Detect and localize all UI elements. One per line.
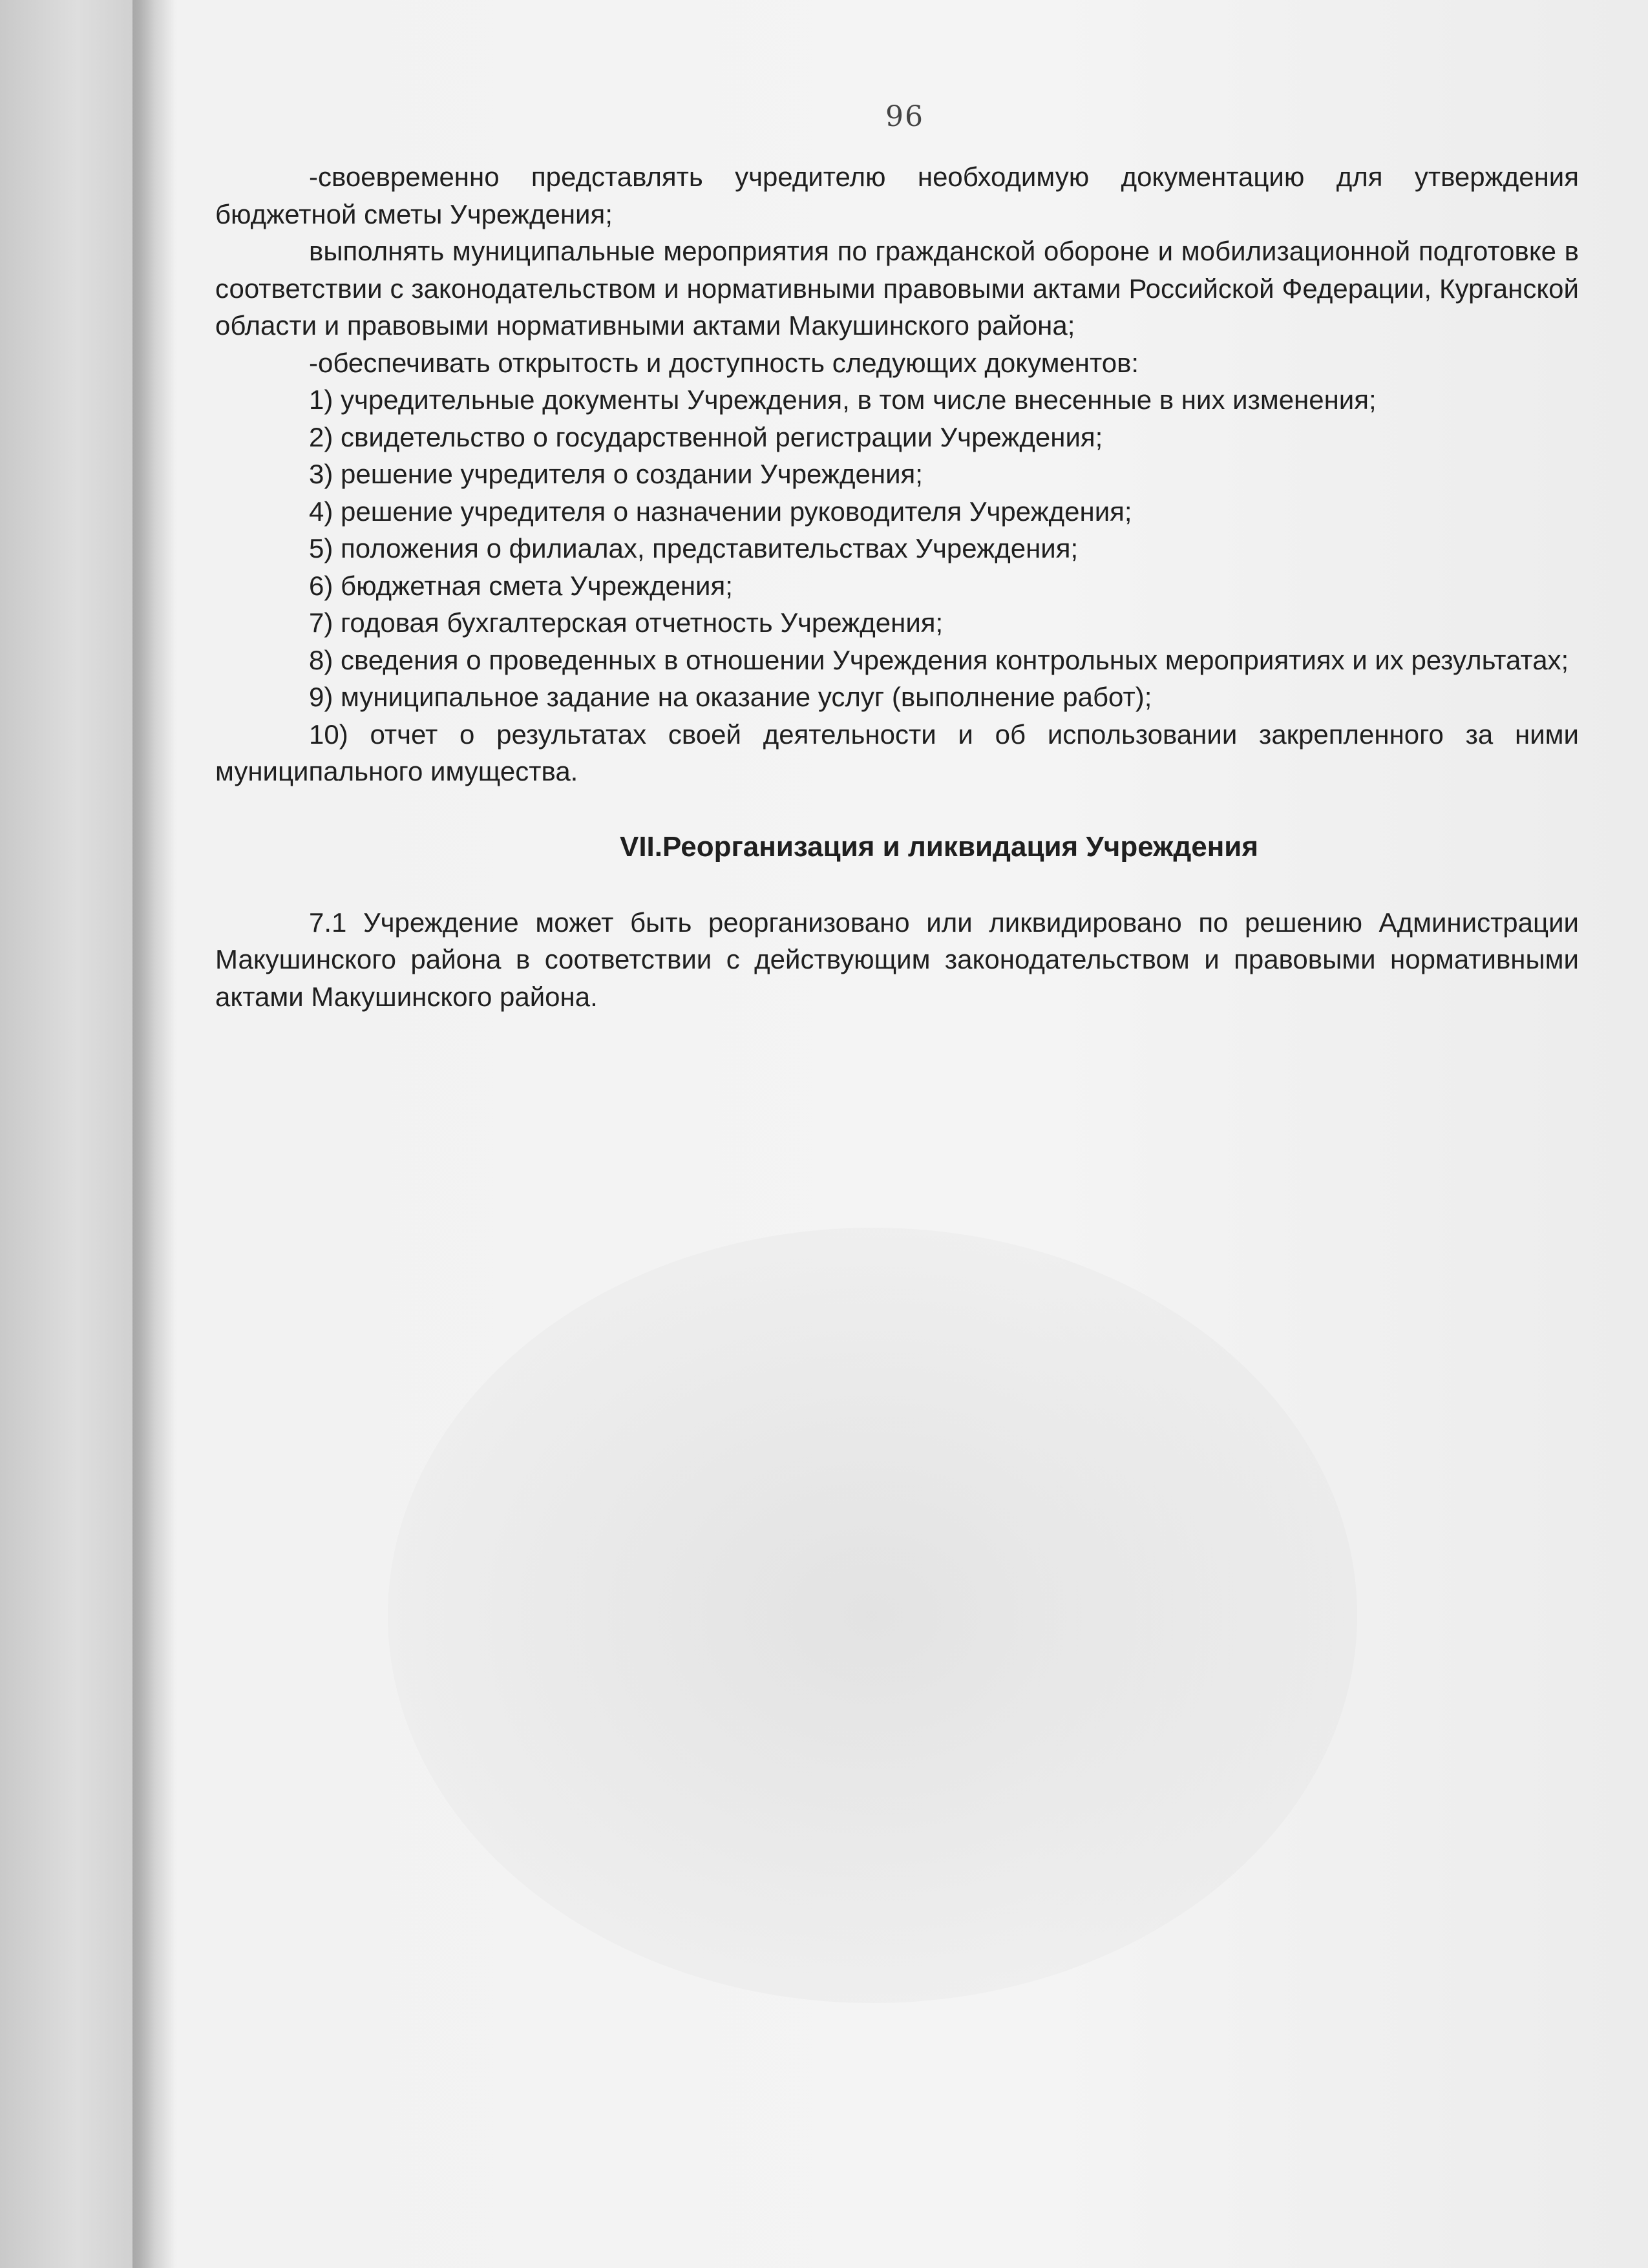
list-item: 7) годовая бухгалтерская отчетность Учреждения; (309, 607, 944, 638)
paragraph-reorganization: 7.1 Учреждение может быть реорганизовано или ликвидировано по решению Администрации Макушинского района в соответствии с действующим законодательством и правовыми нормативными актами Макушинского района. (215, 907, 1579, 1012)
list-item: 3) решение учредителя о создании Учреждения; (309, 459, 923, 489)
paragraph-budget-docs: -своевременно представлять учредителю необходимую документацию для утверждения бюджетной сметы Учреждения; (215, 162, 1579, 229)
paragraph-civil-defense: выполнять муниципальные мероприятия по гражданской обороне и мобилизационной подготовке в соответствии с законодательством и нормативными правовыми актами Российской Федерации, Курганской области и правовыми нормативными актами Макушинского района; (215, 236, 1579, 341)
section-heading: VII.Реорганизация и ликвидация Учреждения (619, 830, 1259, 863)
list-item: 10) отчет о результатах своей деятельности и об использовании закрепленного за ними муниципального имущества. (215, 719, 1579, 786)
list-item: 6) бюджетная смета Учреждения; (309, 570, 733, 601)
list-item: 4) решение учредителя о назначении руководителя Учреждения; (309, 496, 1132, 527)
page-number: 96 (885, 100, 924, 133)
list-item: 2) свидетельство о государственной регистрации Учреждения; (309, 421, 1103, 452)
paragraph-openness: -обеспечивать открытость и доступность следующих документов: (309, 347, 1139, 378)
list-item: 9) муниципальное задание на оказание услуг (выполнение работ); (309, 682, 1152, 712)
list-item: 5) положения о филиалах, представительствах Учреждения; (309, 533, 1079, 563)
document-body (215, 158, 1579, 1015)
list-item: 8) сведения о проведенных в отношении Учреждения контрольных мероприятиях и их результатах; (309, 644, 1569, 675)
book-spine-shadow (132, 0, 178, 2268)
scan-shadow (388, 1228, 1357, 2003)
list-item: 1) учредительные документы Учреждения, в том числе внесенные в них изменения; (309, 384, 1377, 415)
